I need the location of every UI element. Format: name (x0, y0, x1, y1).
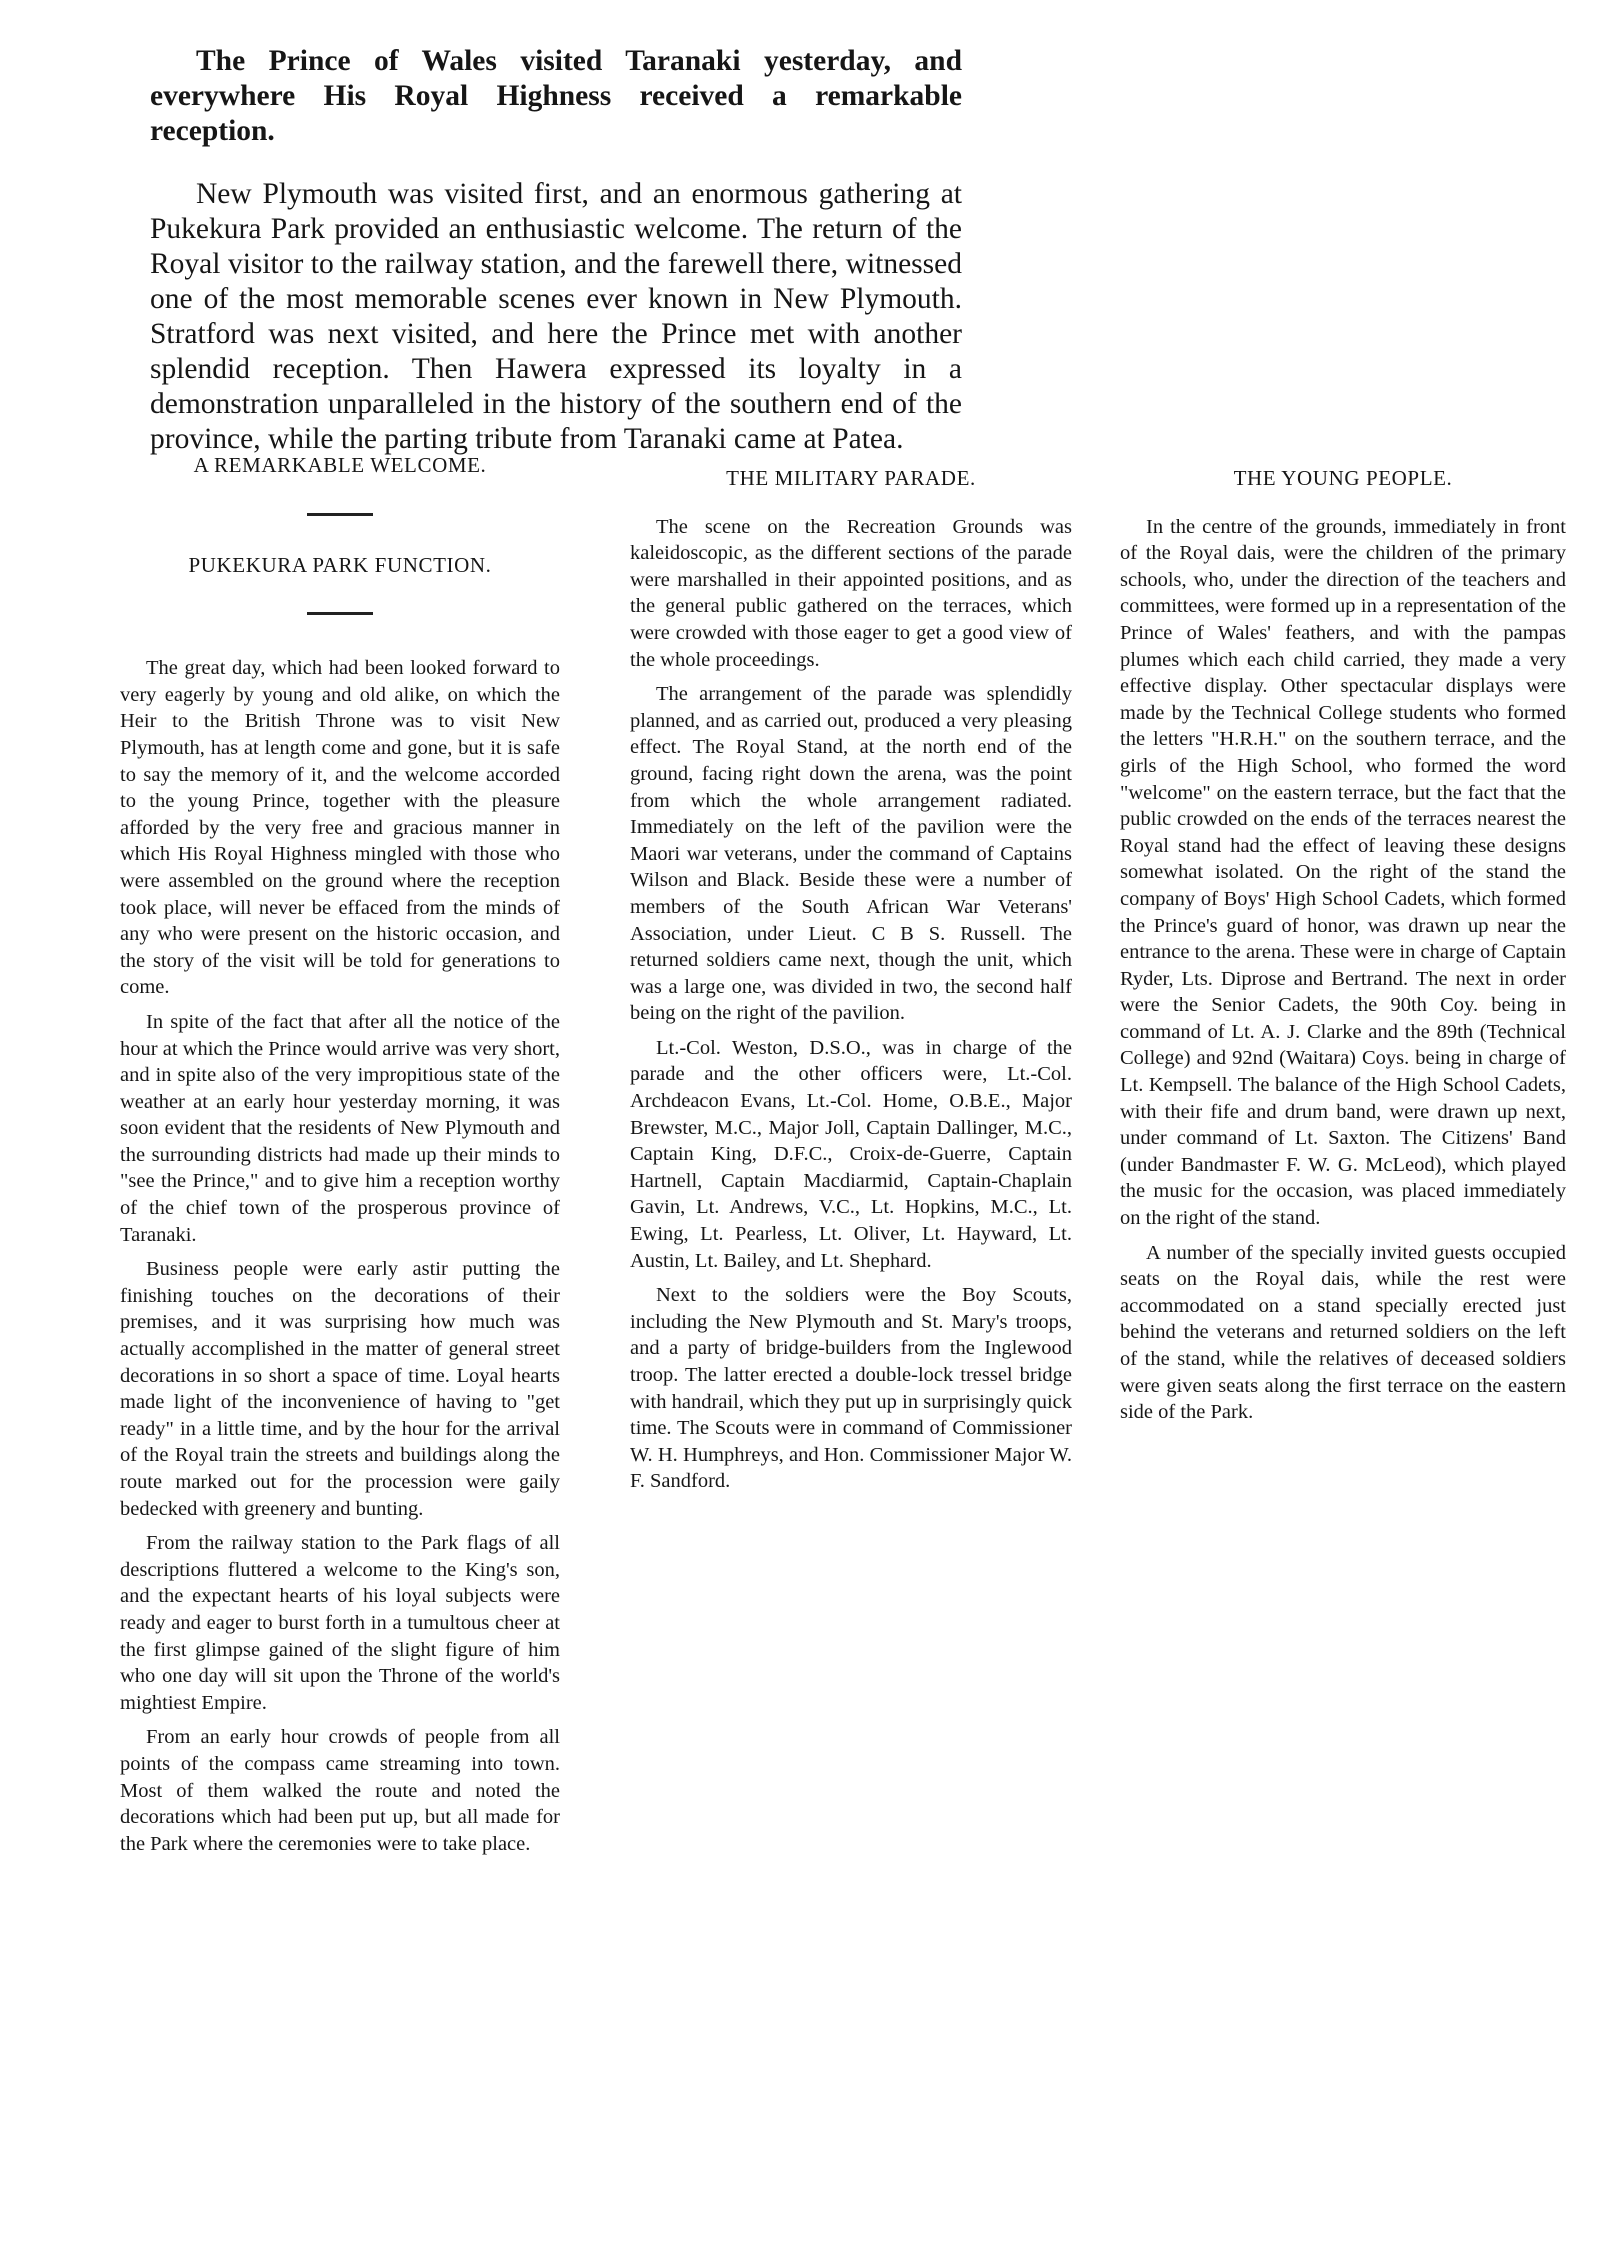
article-paragraph: Business people were early astir putting the finishing touches on the decorations of their premises, and it was surprising how much was actually accomplished in the matter of general street decorations in so short a space of time. Loyal hearts made light of the inconvenience of having to "get ready" in a little time, and by the hour for the arrival of the Royal train the streets and buildings along the route marked out for the procession were gaily bedecked with greenery and bunting. (120, 1258, 560, 1520)
article-paragraph: Next to the soldiers were the Boy Scouts, including the New Plymouth and St. Mary's troops, and a party of bridge-builders from the Inglewood troop. The latter erected a double-lock tressel bridge with handrail, which they put up in surprisingly quick time. The Scouts were in command of Commissioner W. H. Humphreys, and Hon. Commissioner Major W. F. Sandford. (630, 1284, 1072, 1493)
divider-rule (307, 612, 373, 615)
intro-paragraph-2: New Plymouth was visited first, and an enormous gathering at Pukekura Park provided an enthusiastic welcome. The return of the Royal visitor to the railway station, and the farewell there, witnessed one of the most memorable scenes ever known in New Plymouth. Stratford was next visited, and here the Prince met with another splendid reception. Then Hawera expressed its loyalty in a demonstration unparalleled in the history of the southern end of the province, while the parting tribute from Taranaki came at Patea. (150, 178, 962, 455)
column-heading: A REMARKABLE WELCOME. (193, 453, 487, 477)
column-subheading: PUKEKURA PARK FUNCTION. (188, 552, 492, 577)
column-young-people (1120, 465, 1566, 1426)
column-heading: THE MILITARY PARADE. (726, 466, 976, 490)
intro-paragraph-1: The Prince of Wales visited Taranaki yesterday, and everywhere His Royal Highness received a remarkable reception. (150, 45, 962, 147)
column-heading: THE YOUNG PEOPLE. (1233, 466, 1453, 490)
column-military-parade (630, 465, 1072, 1495)
article-paragraph: In spite of the fact that after all the notice of the hour at which the Prince would arrive was very short, and in spite also of the very impropitious state of the weather at an early hour yesterday morning, it was soon evident that the residents of New Plymouth and the surrounding districts had made up their minds to "see the Prince," and to give him a reception worthy of the chief town of the prosperous province of Taranaki. (120, 1010, 560, 1246)
article-paragraph: Lt.-Col. Weston, D.S.O., was in charge of the parade and the other officers were, Lt.-Col. Archdeacon Evans, Lt.-Col. Home, O.B.E., Major Brewster, M.C., Major Joll, Captain Dallinger, M.C., Captain King, D.F.C., Croix-de-Guerre, Captain Hartnell, Captain Macdiarmid, Captain-Chaplain Gavin, Lt. Andrews, V.C., Lt. Hopkins, M.C., Lt. Ewing, Lt. Pearless, Lt. Oliver, Lt. Hayward, Lt. Austin, Lt. Bailey, and Lt. Shephard. (630, 1036, 1072, 1272)
article-paragraph: The great day, which had been looked forward to very eagerly by young and old alike, on which the Heir to the British Throne was to visit New Plymouth, has at length come and gone, but it is safe to say the memory of it, and the welcome accorded to the young Prince, together with the pleasure afforded by the very free and gracious manner in which His Royal Highness mingled with those who were assembled on the ground where the reception took place, will never be effaced from the minds of any who were present on the historic occasion, and the story of the visit will be told for generations to come. (120, 657, 560, 999)
intro-section (150, 44, 962, 457)
article-paragraph: In the centre of the grounds, immediately in front of the Royal dais, were the children of the primary schools, who, under the direction of the teachers and committees, were formed up in a representation of the Prince of Wales' feathers, and with the pampas plumes which each child carried, they made a very effective display. Other spectacular displays were made by the Technical College students who formed the letters "H.R.H." on the southern terrace, and the girls of the High School, who formed the word "welcome" on the eastern terrace, but the fact that the public crowded on the ends of the terraces nearest the Royal stand had the effect of leaving these designs somewhat isolated. On the right of the stand the company of Boys' High School Cadets, which formed the Prince's guard of honor, was drawn up near the entrance to the arena. These were in charge of Captain Ryder, Lts. Diprose and Bertrand. The next in order were the Senior Cadets, the 90th Coy. being in command of Lt. A. J. Clarke and the 89th (Technical College) and 92nd (Waitara) Coys. being in charge of Lt. Kempsell. The balance of the High School Cadets, with their fife and drum band, were drawn up next, under command of Lt. Saxton. The Citizens' Band (under Bandmaster F. W. G. McLeod), which played the music for the occasion, was placed immediately on the right of the stand. (1120, 515, 1566, 1230)
divider-rule (307, 513, 373, 516)
article-paragraph: The scene on the Recreation Grounds was kaleidoscopic, as the different sections of the parade were marshalled in their appointed positions, and as the general public gathered on the terraces, which were crowded with those eager to get a good view of the whole proceedings. (630, 515, 1072, 671)
article-paragraph: A number of the specially invited guests occupied seats on the Royal dais, while the rest were accommodated on a stand specially erected just behind the veterans and returned soldiers on the left of the stand, while the relatives of deceased soldiers were given seats along the first terrace on the eastern side of the Park. (1120, 1241, 1566, 1424)
column-remarkable-welcome (120, 452, 560, 1857)
article-paragraph: From an early hour crowds of people from all points of the compass came streaming into town. Most of them walked the route and noted the decorations which had been put up, but all made for the Park where the ceremonies were to take place. (120, 1726, 560, 1855)
article-paragraph: From the railway station to the Park flags of all descriptions fluttered a welcome to the King's son, and the expectant hearts of his loyal subjects were ready and eager to burst forth in a tumultous cheer at the first glimpse gained of the slight figure of him who one day will sit upon the Throne of the world's mightiest Empire. (120, 1532, 560, 1714)
article-paragraph: The arrangement of the parade was splendidly planned, and as carried out, produced a very pleasing effect. The Royal Stand, at the north end of the ground, facing right down the arena, was the point from which the whole arrangement radiated. Immediately on the left of the pavilion were the Maori war veterans, under the command of Captains Wilson and Black. Beside these were a number of members of the South African War Veterans' Association, under Lieut. C B S. Russell. The returned soldiers came next, though the unit, which was a large one, was divided in two, the second half being on the right of the pavilion. (630, 683, 1072, 1025)
